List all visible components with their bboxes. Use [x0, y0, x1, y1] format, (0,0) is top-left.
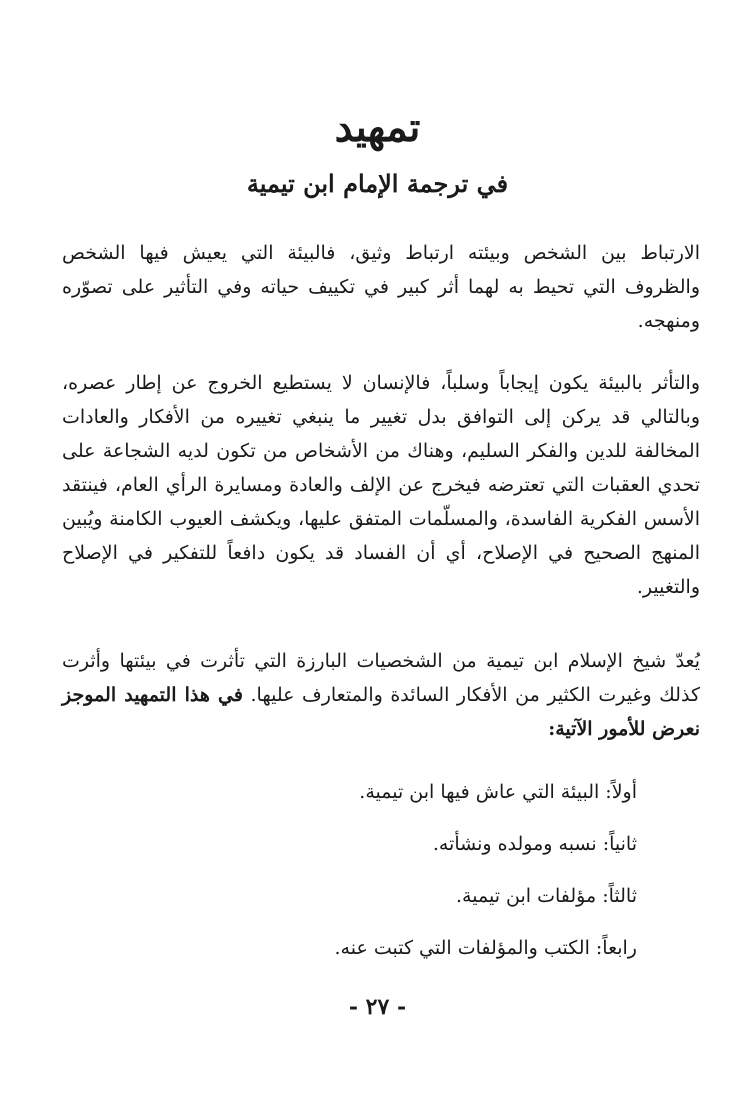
list-item-fourth: رابعاً: الكتب والمؤلفات التي كتبت عنه.: [334, 937, 637, 959]
chapter-heading: تمهيد: [334, 104, 421, 151]
list-item-third: ثالثاً: مؤلفات ابن تيمية.: [456, 885, 637, 907]
intro-plain-text: يُعدّ شيخ الإسلام ابن تيمية من الشخصيات البارزة التي تأثرت في بيئتها وأثرت كذلك وغيرت الكثير من الأفكار السائدة والمتعارف عليها.: [62, 650, 700, 706]
page-number: - ٢٧ -: [348, 994, 407, 1020]
paragraph-environment-influence: والتأثر بالبيئة يكون إيجاباً وسلباً، فالإنسان لا يستطيع الخروج عن إطار عصره، وبالتالي قد يركن إلى التوافق بدل تغيير ما ينبغي تغييره من الأفكار والعادات المخالفة للدين والفكر السليم، وهناك من الأشخاص من تكون لديه الشجاعة على تحدي العقبات التي تعترضه فيخرج عن الإلف والعادة ومسايرة الرأي العام، فينتقد الأسس الفكرية الفاسدة، والمسلّمات المتفق عليها، ويكشف العيوب الكامنة ويُبين المنهج الصحيح في الإصلاح، أي أن الفساد قد يكون دافعاً للتفكير في الإصلاح والتغيير.: [62, 372, 700, 598]
list-item-first: أولاً: البيئة التي عاش فيها ابن تيمية.: [359, 781, 637, 803]
list-item-second: ثانياً: نسبه ومولده ونشأته.: [432, 833, 637, 855]
paragraph-environment-link: الارتباط بين الشخص وبيئته ارتباط وثيق، فالبيئة التي يعيش فيها الشخص والظروف التي تحيط به لهما أثر كبير في تكييف حياته وفي التأثير على تصوّره ومنهجه.: [62, 242, 700, 332]
chapter-subtitle: في ترجمة الإمام ابن تيمية: [246, 169, 509, 198]
intro-bold-text: في هذا التمهيد الموجز نعرض للأمور الآتية:: [62, 684, 700, 740]
paragraph-ibn-taymiyya-intro: [62, 644, 700, 746]
